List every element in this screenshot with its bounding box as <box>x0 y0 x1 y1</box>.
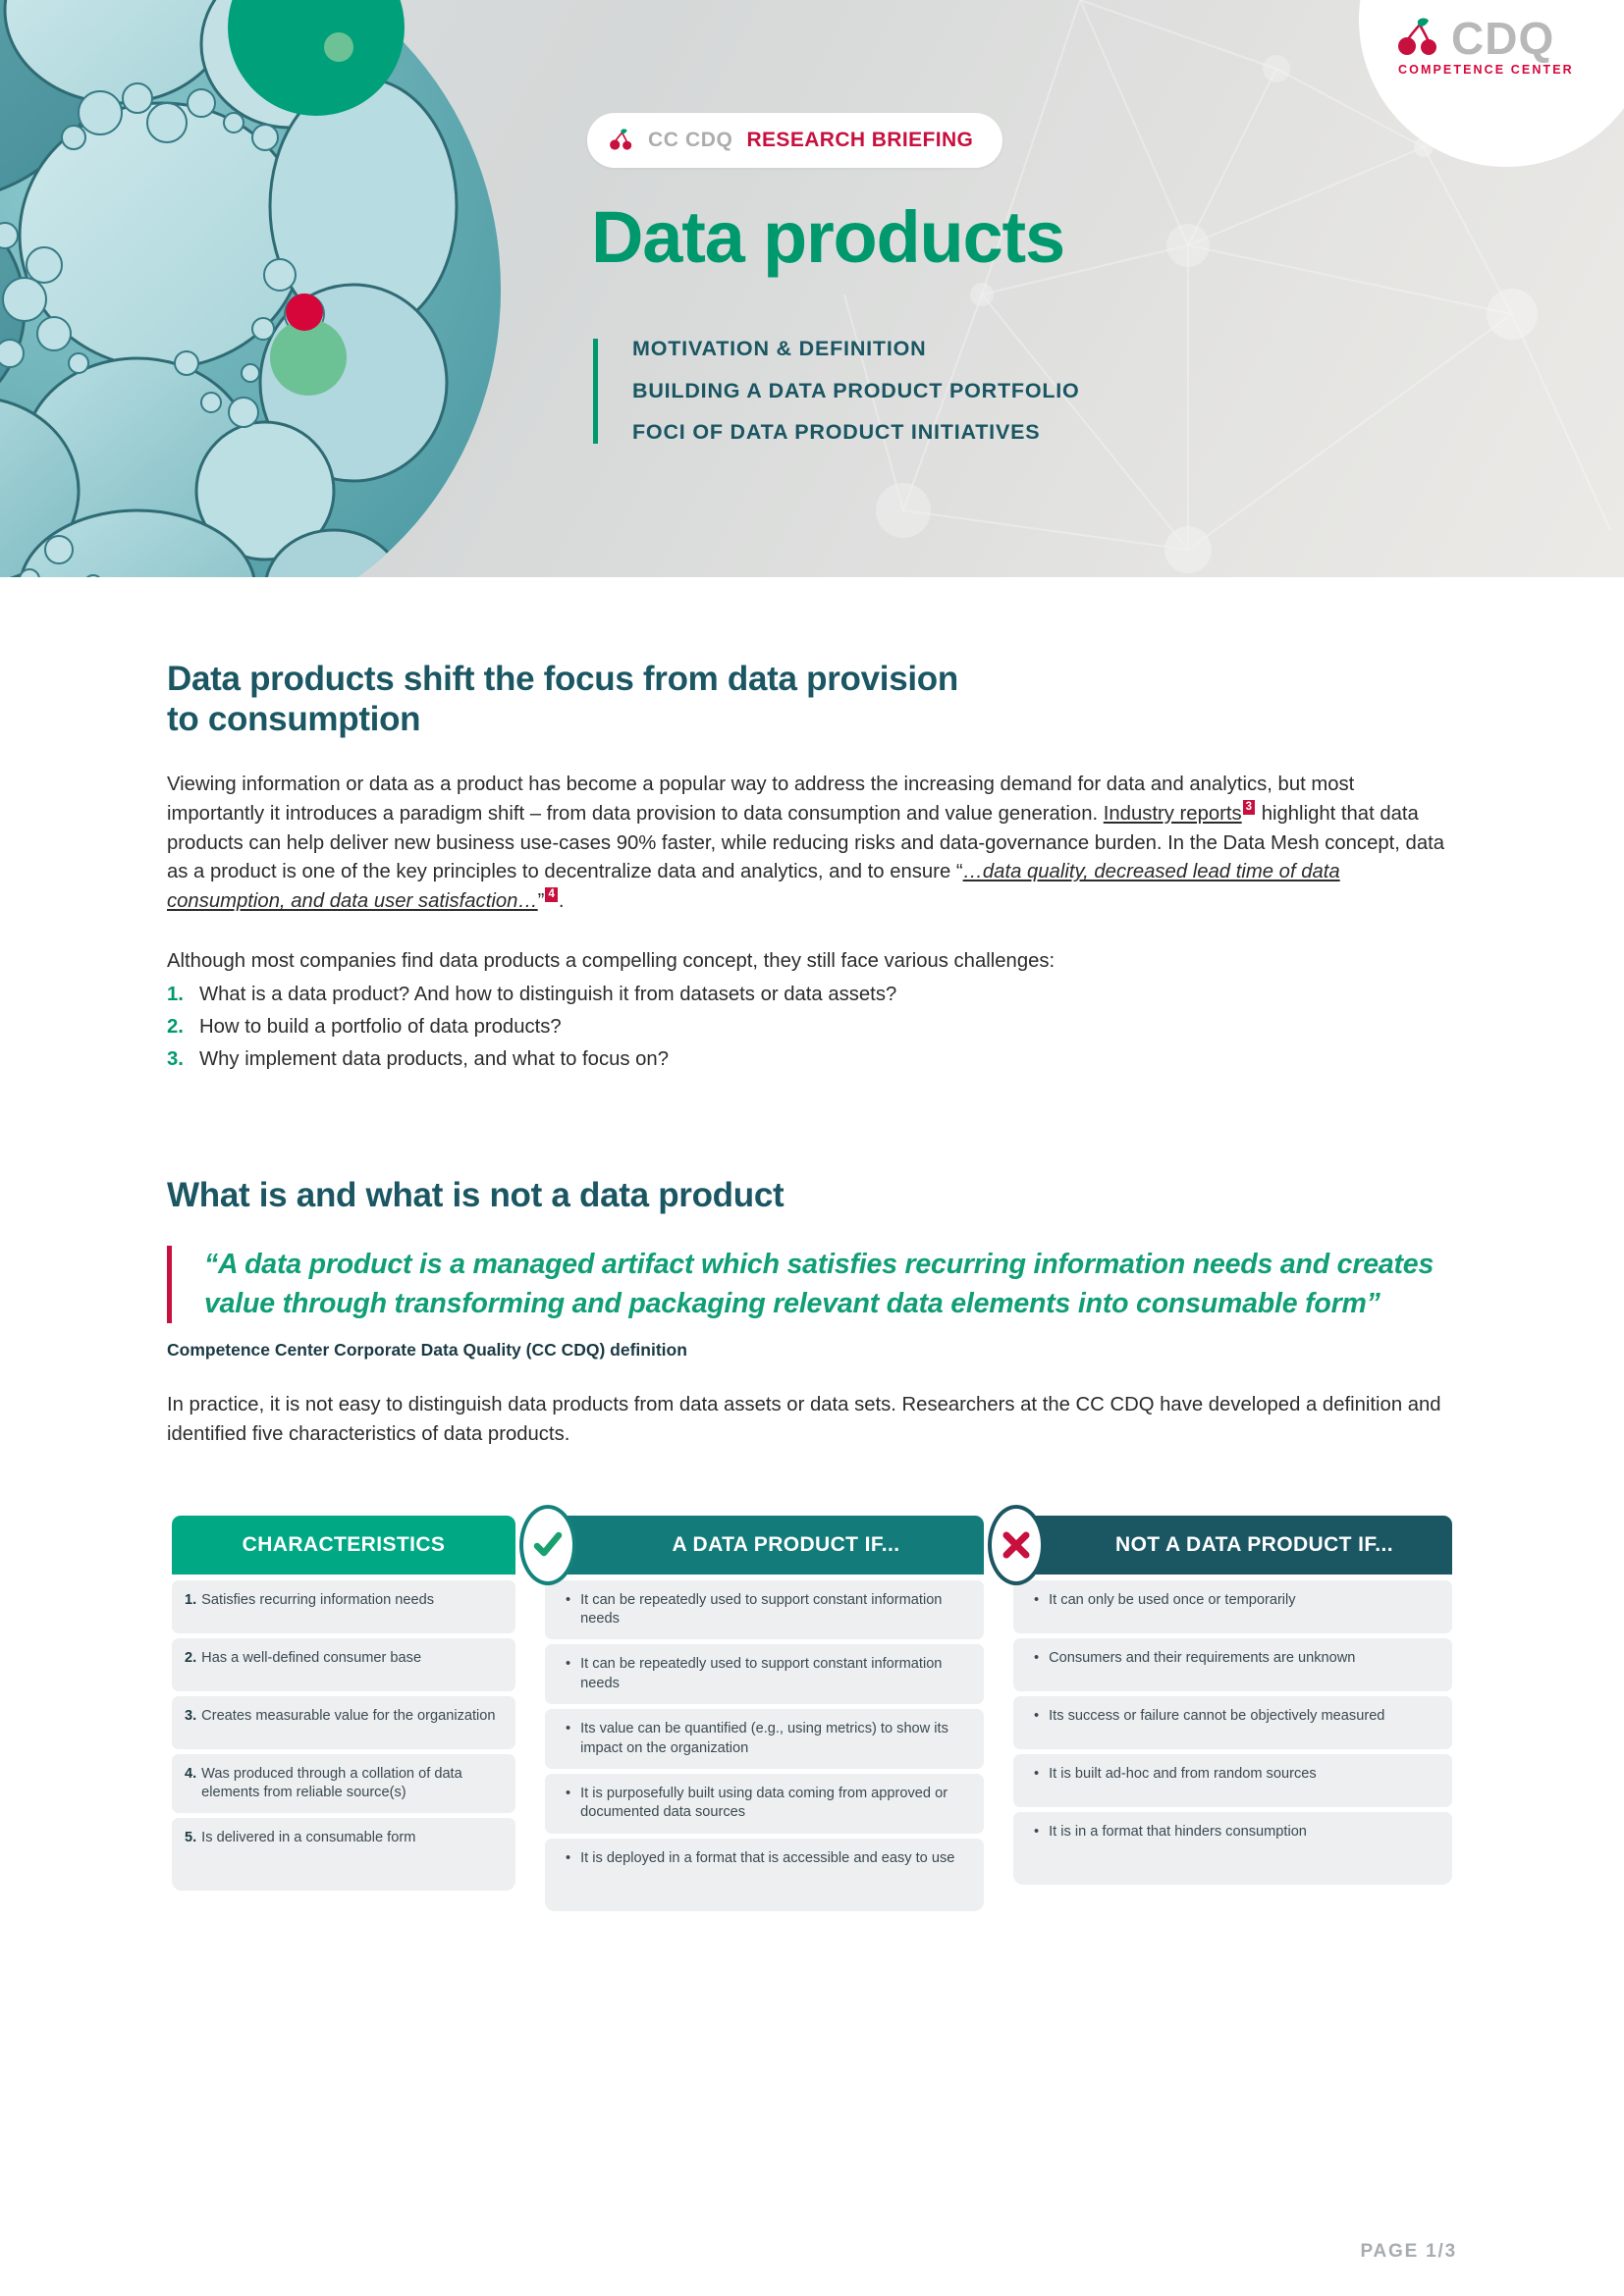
reference-marker-3[interactable]: 3 <box>1243 800 1255 815</box>
table-row <box>172 1754 515 1814</box>
accent-circle-green-small <box>324 32 353 62</box>
logo-subtitle: COMPETENCE CENTER <box>1398 63 1574 77</box>
row-text: It is purposefully built using data coming from approved or documented data sources <box>580 1786 948 1821</box>
hero-topic-item: BUILDING A DATA PRODUCT PORTFOLIO <box>632 378 1080 402</box>
table-row <box>545 1644 984 1704</box>
definition-quote-text: “A data product is a managed artifact which satisfies recurring information needs and creates value through transforming and packaging relevant data elements into consumable form” <box>204 1249 1435 1319</box>
bullet-glyph: • <box>566 1721 571 1737</box>
practice-paragraph: In practice, it is not easy to distinguish data products from data assets or data sets. Researchers at the CC CDQ have developed a definition and identified five characteristics of data products. <box>167 1393 1441 1445</box>
logo-wordmark: CDQ <box>1451 12 1555 64</box>
accent-circle-mint <box>270 319 347 396</box>
bullet-glyph: • <box>566 1656 571 1673</box>
cherry-logo-icon <box>1396 16 1441 61</box>
definition-blockquote <box>167 1246 1457 1323</box>
table-column-not-data-product <box>1013 1516 1452 1916</box>
bullet-glyph: • <box>1034 1765 1040 1782</box>
list-item <box>167 1045 1457 1075</box>
hero-topic-list <box>593 339 1080 444</box>
hero-topic-item: FOCI OF DATA PRODUCT INITIATIVES <box>632 420 1041 444</box>
row-number: 5. <box>185 1830 197 1846</box>
column-header-label: CHARACTERISTICS <box>242 1532 446 1556</box>
table-row <box>545 1580 984 1640</box>
row-text: Is delivered in a consumable form <box>201 1830 416 1846</box>
page-number: PAGE 1/3 <box>1360 2241 1457 2262</box>
cdq-logo <box>1396 12 1593 77</box>
cherry-badge-icon <box>609 127 634 154</box>
section-two-heading: What is and what is not a data product <box>167 1176 785 1215</box>
challenges-list <box>167 981 1457 1074</box>
row-number: 1. <box>185 1591 197 1608</box>
paragraph-part-4: . <box>558 890 565 913</box>
industry-reports-link[interactable]: Industry reports <box>1103 802 1242 825</box>
list-item <box>167 1013 1457 1042</box>
check-circle-icon <box>519 1505 576 1585</box>
table-row <box>1013 1638 1452 1691</box>
table-row <box>172 1818 515 1891</box>
research-briefing-badge <box>587 113 1002 168</box>
table-column-characteristics <box>172 1516 515 1916</box>
list-item-number: 3. <box>167 1047 184 1070</box>
section-one-paragraph <box>167 771 1457 917</box>
row-text: Consumers and their requirements are unknown <box>1049 1649 1356 1666</box>
bullet-glyph: • <box>1034 1823 1040 1840</box>
section-one-heading <box>167 660 1457 740</box>
row-text: It is in a format that hinders consumption <box>1049 1823 1307 1840</box>
table-row <box>545 1774 984 1834</box>
challenges-intro: Although most companies find data products a compelling concept, they still face various challenges: <box>167 950 1056 973</box>
column-header-label: A DATA PRODUCT IF... <box>672 1532 900 1556</box>
table-row <box>172 1638 515 1691</box>
table-row <box>545 1839 984 1911</box>
table-row <box>172 1580 515 1633</box>
paragraph-part-3: ” <box>537 890 545 913</box>
table-row <box>545 1709 984 1769</box>
cross-circle-icon <box>988 1505 1045 1585</box>
table-row <box>1013 1696 1452 1749</box>
row-text: Creates measurable value for the organization <box>201 1707 496 1724</box>
list-item-label: Why implement data products, and what to focus on? <box>199 1047 669 1070</box>
column-header-not-data-product <box>1013 1516 1452 1575</box>
table-row <box>1013 1580 1452 1633</box>
row-text: It can be repeatedly used to support constant information needs <box>580 1656 943 1691</box>
row-text: Was produced through a collation of data elements from reliable source(s) <box>201 1765 462 1800</box>
column-header-label: NOT A DATA PRODUCT IF... <box>1115 1532 1393 1556</box>
row-text: It is built ad-hoc and from random sources <box>1049 1765 1317 1782</box>
badge-label: RESEARCH BRIEFING <box>746 129 974 151</box>
page-title: Data products <box>591 196 1064 278</box>
datamesh-quote-italic: …data quality, decreased lead time of data consumption, and data user satisfaction… <box>167 861 1340 913</box>
reference-marker-4[interactable]: 4 <box>545 887 557 902</box>
hero-topic-item: MOTIVATION & DEFINITION <box>632 337 927 360</box>
document-body <box>0 660 1624 1916</box>
bullet-glyph: • <box>1034 1707 1040 1724</box>
paragraph-part-1: Viewing information or data as a product has become a popular way to address the increasing demand for data and analytics, but most importantly it introduces a paradigm shift – from data provision to data consumption and value generation. <box>167 773 1355 825</box>
section-one-heading-line2: to consumption <box>167 699 421 738</box>
row-number: 3. <box>185 1707 197 1724</box>
bullet-glyph: • <box>1034 1591 1040 1608</box>
row-text: Its success or failure cannot be objectively measured <box>1049 1707 1385 1724</box>
section-one-heading-line1: Data products shift the focus from data provision <box>167 660 958 698</box>
table-row <box>1013 1812 1452 1885</box>
column-header-is-data-product <box>545 1516 984 1575</box>
list-item <box>167 981 1457 1010</box>
bullet-glyph: • <box>1034 1649 1040 1666</box>
bullet-glyph: • <box>566 1786 571 1802</box>
row-text: It can be repeatedly used to support constant information needs <box>580 1591 943 1627</box>
list-item-number: 1. <box>167 983 184 1005</box>
row-text: Has a well-defined consumer base <box>201 1649 422 1666</box>
row-text: It can only be used once or temporarily <box>1049 1591 1296 1608</box>
paragraph-part-2: highlight that data products can help deliver new business use-cases 90% faster, while reducing risks and data-governance burden. In the Data Mesh concept, data as a product is one of the key principles to decentralize data and analytics, and to ensure “ <box>167 802 1445 883</box>
row-number: 2. <box>185 1649 197 1666</box>
badge-prefix: CC CDQ <box>648 129 733 151</box>
row-number: 4. <box>185 1765 197 1782</box>
comparison-table <box>167 1516 1457 1916</box>
hero-header <box>0 0 1624 577</box>
row-text: Its value can be quantified (e.g., using metrics) to show its impact on the organization <box>580 1721 948 1756</box>
table-row <box>1013 1754 1452 1807</box>
row-text: It is deployed in a format that is accessible and easy to use <box>580 1849 955 1866</box>
table-column-is-data-product <box>545 1516 984 1916</box>
bullet-glyph: • <box>566 1849 571 1866</box>
accent-circle-red <box>286 294 323 331</box>
row-text: Satisfies recurring information needs <box>201 1591 435 1608</box>
column-header-characteristics <box>172 1516 515 1575</box>
list-item-label: What is a data product? And how to distinguish it from datasets or data assets? <box>199 983 897 1005</box>
table-row <box>172 1696 515 1749</box>
definition-quote-source: Competence Center Corporate Data Quality (CC CDQ) definition <box>167 1339 687 1360</box>
bullet-glyph: • <box>566 1591 571 1608</box>
list-item-label: How to build a portfolio of data products? <box>199 1015 562 1038</box>
list-item-number: 2. <box>167 1015 184 1038</box>
